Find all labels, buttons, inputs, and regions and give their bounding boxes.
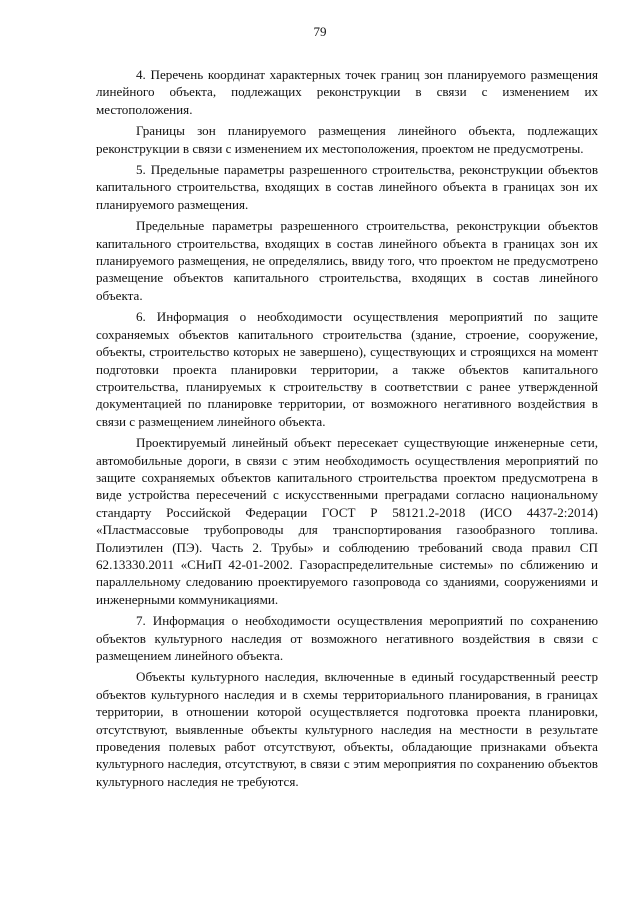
paragraph-section-4-text: Границы зон планируемого размещения линейного объекта, подлежащих реконструкции в связи с изменением их местоположения, проектом не предусмотрены. xyxy=(96,123,598,156)
document-body xyxy=(96,66,598,790)
page-number: 79 xyxy=(313,24,327,39)
paragraph-section-5-heading: 5. Предельные параметры разрешенного строительства, реконструкции объектов капитального строительства, входящих в состав линейного объекта в границах зон их планируемого размещения. xyxy=(96,162,598,212)
paragraph-section-7-heading: 7. Информация о необходимости осуществления мероприятий по сохранению объектов культурного наследия от возможного негативного воздействия в связи с размещением линейного объекта. xyxy=(96,613,598,663)
paragraph-section-6-heading: 6. Информация о необходимости осуществления мероприятий по защите сохраняемых объектов капитального строительства (здание, строение, сооружение, объекты, строительство которых не завершено), существующих и строящихся на момент подготовки проекта планировки территории, а также объектов капитального строительства, планируемых к строительству в соответствии с ранее утвержденной документацией по планировке территории, от возможного негативного воздействия в связи с размещением линейного объекта. xyxy=(96,309,598,429)
paragraph-section-7-text: Объекты культурного наследия, включенные в единый государственный реестр объектов культурного наследия и в схемы территориального планирования, в границах территории, в отношении которой осуществляется подготовка проекта планировки, отсутствуют, выявленные объекты культурного наследия на местности в результате проведения полевых работ отсутствуют, объекты, обладающие признаками объекта культурного наследия, отсутствуют, в связи с этим мероприятия по сохранению объектов культурного наследия не требуются. xyxy=(96,669,598,789)
paragraph-section-5-text: Предельные параметры разрешенного строительства, реконструкции объектов капитального строительства, входящих в состав линейного объекта в границах зон их планируемого размещения, не определялись, ввиду того, что проектом не предусмотрено размещение объектов капитального строительства, входящих в состав линейного объекта. xyxy=(96,218,598,303)
paragraph-section-6-text: Проектируемый линейный объект пересекает существующие инженерные сети, автомобильные дороги, в связи с этим необходимость осуществления мероприятий по защите сохраняемых объектов капитального строительства проектом предусмотрена в виде устройства пересечений с искусственными преградами согласно национальному стандарту Российской Федерации ГОСТ Р 58121.2-2018 (ИСО 4437-2:2014) «Пластмассовые трубопроводы для транспортирования газообразного топлива. Полиэтилен (ПЭ). Часть 2. Трубы» и соблюдению требований свода правил СП 62.13330.2011 «СНиП 42-01-2002. Газораспределительные системы» по сближению и параллельному следованию проектируемого газопровода со зданиями, сооружениями и инженерными коммуникациями. xyxy=(96,435,598,607)
paragraph-section-4-heading: 4. Перечень координат характерных точек границ зон планируемого размещения линейного объекта, подлежащих реконструкции в связи с изменением их местоположения. xyxy=(96,67,598,117)
